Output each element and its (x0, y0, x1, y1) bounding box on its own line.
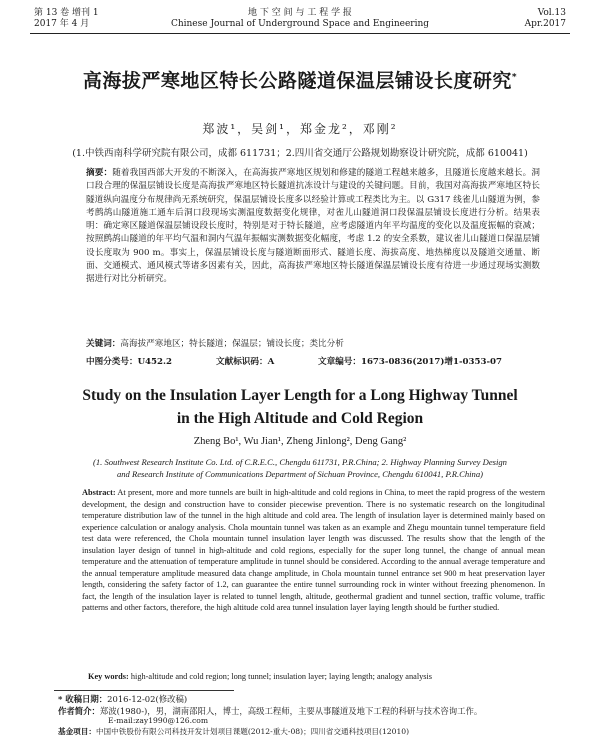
zh-authors: 郑波¹，吴剑¹，郑金龙²，邓刚² (202, 122, 398, 136)
author-email: E-mail:zay1990@126.com (108, 716, 209, 725)
en-abstract-label: Abstract: (82, 488, 116, 497)
footnote-received (58, 693, 560, 705)
fund-label: 基金项目： (58, 727, 96, 736)
header-date-en: Apr.2017 (524, 19, 566, 29)
article-number: 文章编号：1673-0836(2017)增1-0353-07 (318, 357, 503, 367)
document-code: 文献标识码：A (216, 357, 275, 367)
header-volume-en (525, 8, 566, 30)
en-title-line1: Study on the Insulation Layer Length for a Long Highway Tunnel (82, 387, 518, 404)
header-journal-zh: 地 下 空 间 与 工 程 学 报 (248, 8, 352, 18)
zh-keywords-text: 高海拔严寒地区；特长隧道；保温层；铺设长度；类比分析 (120, 339, 344, 349)
clc-number: 中图分类号：U452.2 (86, 357, 172, 367)
en-affiliation-line1: (1. Southwest Research Institute Co. Ltd. of C.R.E.C., Chengdu 611731, P.R.China; 2. Highway Planning Survey Design (93, 457, 507, 467)
en-abstract-text: At present, more and more tunnels are built in high-altitude and cold regions in China, to meet the rapid progress of the western development, the design and construction have to consider piecewise prevention. There is no systematic research on the longitudinal temperature distribution law of the tunnel in the high altitude and cold area. The length of insulation layer is determined mainly based on experience calculation or analogy analysis. Chola mountain tunnel was taken as an example and Zhegu mountain tunnel temperature field test data were referenced, the Chola mountain tunnel insulation layer length was discussed. The results show that the length of the insulation layer design of tunnel in high-altitude and cold regions, especially for the super long tunnel, the change of annual mean temperature and the attenuation of temperature amplitude in tunnel should be considered. According to the annual average temperature and the annual temperature amplitude measured data change amplitude, in Chola mountain tunnel entrance set 900 m heat preservation layer length, considering the safety factor of 1.2, can guarantee the entire tunnel surrounding rock in winter without freezing phenomenon. In fact, the length of the insulation layer is related to tunnel length, altitude, geothermal gradient and tunnel section, traffic volume, traffic patterns and other factors, therefore, the high altitude cold area tunnel insulation layer laying length should be further studied. (82, 488, 545, 612)
en-keywords-label: Key words: (88, 672, 129, 681)
received-date: 2016-12-02(修改稿) (107, 694, 188, 704)
zh-abstract-label: 摘要： (86, 168, 113, 178)
received-label: * 收稿日期： (58, 694, 108, 704)
zh-affiliation: (1.中铁西南科学研究院有限公司，成都 611731；2.四川省交通厅公路规划勘察设计研究院，成都 610041) (72, 148, 528, 159)
header-journal-en: Chinese Journal of Underground Space and Engineering (170, 19, 430, 29)
zh-title (20, 66, 580, 93)
header-vol: Vol.13 (537, 8, 566, 18)
zh-keywords (86, 337, 540, 349)
en-authors: Zheng Bo¹, Wu Jian¹, Zheng Jinlong², Deng Gang² (193, 436, 407, 447)
zh-title-text: 高海拔严寒地区特长公路隧道保温层铺设长度研究 (82, 70, 512, 92)
zh-keywords-label: 关键词： (86, 339, 121, 349)
footnote-rule (54, 690, 234, 691)
author-bio: 郑波(1980-)，男，湖南邵阳人，博士，高级工程师，主要从事隧道及地下工程的科研与技术咨询工作。 (99, 706, 483, 716)
header-rule (30, 33, 570, 34)
en-abstract (82, 487, 545, 614)
zh-title-footnote-mark: * (511, 72, 518, 83)
en-keywords (88, 672, 545, 681)
en-affiliation-line2: and Research Institute of Communications Department of Sichuan Province, Chengdu 610041, P.R.China) (116, 468, 484, 479)
author-bio-label: 作者简介： (58, 706, 100, 716)
header-date-zh: 2017 年 4 月 (34, 19, 90, 29)
zh-abstract (86, 167, 540, 287)
fund-text: 中国中铁股份有限公司科技开发计划项目课题(2012-重大-08)；四川省交通科技项目(12010) (95, 727, 410, 736)
zh-abstract-text: 随着我国西部大开发的不断深入，在高海拔严寒地区规划和修建的隧道工程越来越多，且隧道长度越来越长。洞口段合理的保温层铺设长度是高海拔严寒地区特长隧道抗冻设计与建设的关键问题。目前，我国对高海拔严寒地区特长隧道纵向温度分布规律尚无系统研究，保温层铺设长度多以经验计算或工程类比为主。以 G317 线雀儿山隧道为例，参考鹧鸪山隧道施工通车后洞口段现场实测温度数据变化规律，对雀儿山隧道洞口段保温层铺设长度进行分析。结果表明：确定寒区隧道保温层铺设段长度时，特别是对于特长隧道，应考虑隧道内年平均温度的变化以及温度振幅的衰减；按照鹧鸪山隧道的年平均气温和洞内气温年振幅实测数据变化幅度，考虑 1.2 的安全系数，建议雀儿山隧道口保温层铺设长度取为 900 m。事实上，保温层铺设长度与隧道断面形式、隧道长度、海拔高度、地热梯度以及隧道交通量、断面、交通模式、通风模式等诸多因素有关，因此，高海拔严寒地区特长隧道保温层铺设长度有待进一步通过现场实测数据进行对比分析研究。 (86, 168, 540, 285)
header-journal (34, 8, 566, 30)
en-keywords-text: high-altitude and cold region; long tunnel; insulation layer; laying length; analogy analysis (130, 672, 433, 681)
en-affiliation (46, 457, 554, 480)
header-volume-issue: 第 13 卷 增刊 1 (34, 8, 99, 18)
en-title-line2: in the High Altitude and Cold Region (176, 410, 424, 427)
en-title (20, 384, 580, 430)
